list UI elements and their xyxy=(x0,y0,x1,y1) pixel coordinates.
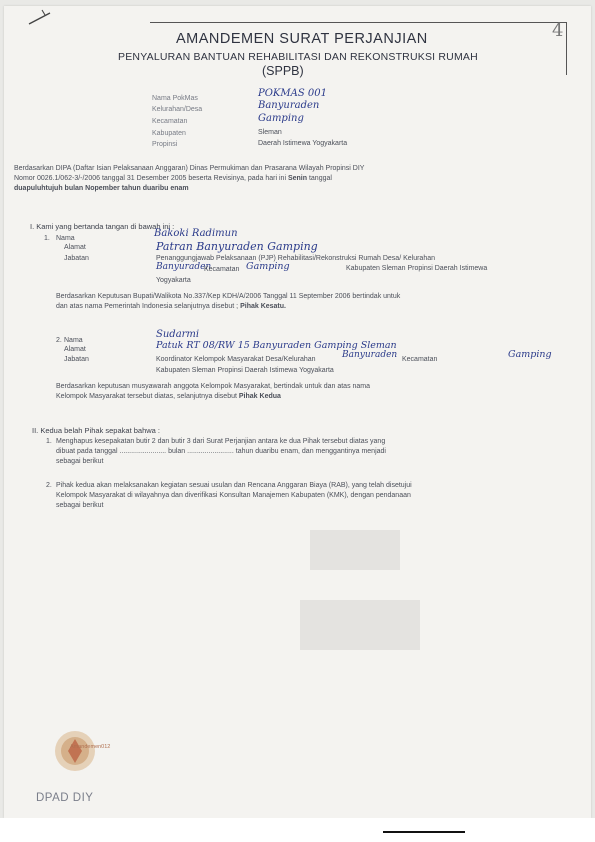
stamp-caption: Amandemen012 xyxy=(70,744,111,750)
agreement-2-line-1: Pihak kedua akan melaksanakan kegiatan sesuai usulan dan Rencana Anggaran Biaya (RAB), yang telah disetujui xyxy=(56,482,412,489)
field-value-kabupaten: Sleman xyxy=(258,129,282,136)
footer-rule xyxy=(383,831,465,833)
page-mark: 4 xyxy=(552,20,564,41)
field-label-propinsi: Propinsi xyxy=(152,141,178,148)
field-value-kelurahan: Banyuraden xyxy=(258,100,320,111)
field-value-kecamatan: Gamping xyxy=(258,113,304,124)
party2-kecamatan: Gamping xyxy=(508,349,552,360)
field-label-kabupaten: Kabupaten xyxy=(152,130,186,137)
bleed-through-shadow xyxy=(290,520,440,690)
intro-day: Senin xyxy=(287,175,308,182)
party2-label-jabatan: Jabatan xyxy=(64,356,89,363)
party1-desa: Banyuraden xyxy=(156,262,212,272)
field-label-kecamatan: Kecamatan xyxy=(152,118,188,125)
party1-basis-line-2: dan atas nama Pemerintah Indonesia selanjutnya disebut ; Pihak Kesatu. xyxy=(56,303,286,310)
party1-jabatan-line-2: Kabupaten Sleman Propinsi Daerah Istimewa xyxy=(346,265,488,272)
party1-designation: Pihak Kesatu. xyxy=(240,303,286,310)
party1-label-alamat: Alamat xyxy=(64,244,86,251)
party1-label-nama: Nama xyxy=(56,235,75,242)
party2-alamat: Patuk RT 08/RW 15 Banyuraden Gamping Sleman xyxy=(156,340,397,351)
agreement-1-line-1: Menghapus kesepakatan butir 2 dan butir 3 dari Surat Perjanjian antara ke dua Pihak tersebut diatas yang xyxy=(56,438,386,445)
agreement-2-line-2: Kelompok Masyarakat di wilayahnya dan diverifikasi Konsultan Manajemen Kabupaten (KMK), dengan pendanaan xyxy=(56,492,411,499)
document-code: (SPPB) xyxy=(262,64,304,78)
agreement-1-line-2: dibuat pada tanggal ........................ bulan ........................ tahun duaribu enam, dan menggantinya menjadi xyxy=(56,448,386,455)
agreement-1-number: 1. xyxy=(46,438,52,445)
seal-stamp-icon xyxy=(52,728,98,774)
party2-jabatan-line-2: Kabupaten Sleman Propinsi Daerah Istimewa Yogyakarta xyxy=(156,367,334,374)
party2-nama: Sudarmi xyxy=(156,329,200,340)
field-label-kelurahan: Kelurahan/Desa xyxy=(152,106,203,113)
party1-label-jabatan: Jabatan xyxy=(64,255,89,262)
document-subtitle: PENYALURAN BANTUAN REHABILITASI DAN REKONSTRUKSI RUMAH xyxy=(118,51,478,63)
party2-basis-line-1: Berdasarkan keputusan musyawarah anggota Kelompok Masyarakat, bertindak untuk dan atas nama xyxy=(56,383,371,390)
party2-kecamatan-label: Kecamatan xyxy=(402,356,438,363)
document-page xyxy=(4,6,591,818)
document-title: AMANDEMEN SURAT PERJANJIAN xyxy=(176,31,428,47)
party1-basis-line-1: Berdasarkan Keputusan Bupati/Walikota No.337/Kep KDH/A/2006 Tanggal 11 September 2006 bertindak untuk xyxy=(56,293,401,300)
party2-jabatan-line-1: Koordinator Kelompok Masyarakat Desa/Kelurahan xyxy=(156,356,316,363)
agreement-2-line-3: sebagai berikut xyxy=(56,502,104,509)
intro-line-2: Nomor 0026.1/062-3/-/2006 tanggal 31 Desember 2005 beserta Revisinya, pada hari ini Senin tanggal xyxy=(14,175,332,182)
party2-desa: Banyuraden xyxy=(342,350,398,360)
agreement-2-number: 2. xyxy=(46,482,52,489)
party1-nama: Bakoki Radimun xyxy=(154,228,238,239)
pen-mark-icon xyxy=(26,8,56,28)
party2-label-alamat: Alamat xyxy=(64,346,86,353)
party2-label-nama: Nama xyxy=(64,337,83,344)
field-label-pokmas: Nama PokMas xyxy=(152,95,198,102)
party1-alamat: Patran Banyuraden Gamping xyxy=(156,240,318,253)
section-2-heading: II. Kedua belah Pihak sepakat bahwa : xyxy=(32,426,161,435)
party1-jabatan-line-1: Penanggungjawab Pelaksanaan (PJP) Rehabilitasi/Rekonstruksi Rumah Desa/ Kelurahan xyxy=(156,255,435,262)
intro-line-3: duapuluhtujuh bulan Nopember tahun duaribu enam xyxy=(14,185,189,192)
party1-jabatan-line-3: Yogyakarta xyxy=(156,277,191,284)
party1-number: 1. xyxy=(44,235,50,242)
party2-number: 2. xyxy=(56,337,62,344)
party2-basis-line-2: Kelompok Masyarakat tersebut diatas, selanjutnya disebut Pihak Kedua xyxy=(56,393,281,400)
party1-kecamatan-label: Kecamatan xyxy=(204,266,240,273)
field-value-propinsi: Daerah Istimewa Yogyakarta xyxy=(258,140,348,147)
watermark-text: DPAD DIY xyxy=(36,792,94,804)
agreement-1-line-3: sebagai berikut xyxy=(56,458,104,465)
intro-line-1: Berdasarkan DIPA (Daftar Isian Pelaksanaan Anggaran) Dinas Permukiman dan Prasarana Wilayah Propinsi DIY xyxy=(14,165,365,172)
field-value-pokmas: POKMAS 001 xyxy=(258,88,327,99)
party1-kecamatan: Gamping xyxy=(246,261,290,272)
bottom-margin xyxy=(0,818,595,842)
section-1-heading: I. Kami yang bertanda tangan di bawah ini : xyxy=(30,222,175,231)
party2-designation: Pihak Kedua xyxy=(238,393,281,400)
title-frame xyxy=(150,22,567,75)
